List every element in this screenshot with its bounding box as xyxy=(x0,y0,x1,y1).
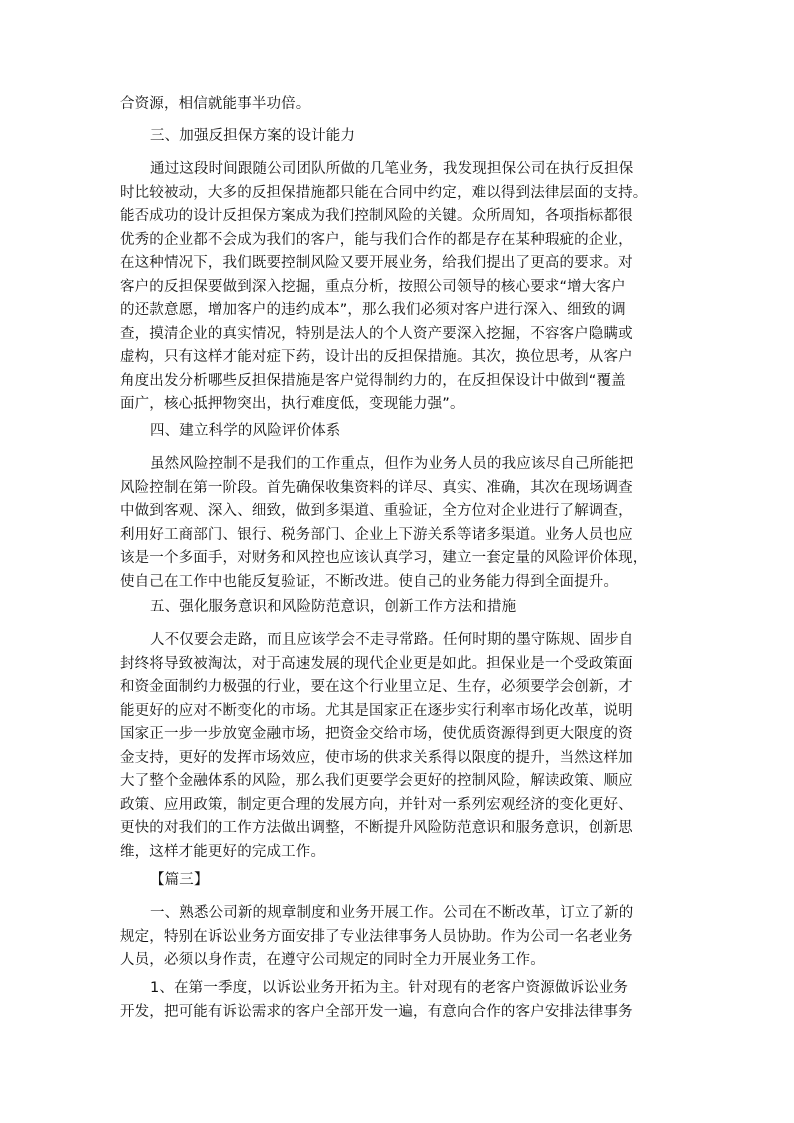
paragraph-counter-guarantee xyxy=(120,158,680,417)
heading-text: 三、加强反担保方案的设计能力 xyxy=(150,128,356,144)
text-line: 人不仅要会走路，而且应该学会不走寻常路。任何时期的墨守陈规、固步自 xyxy=(150,632,634,648)
text-line: 更快的对我们的工作方法做出调整，不断提升风险防范意识和服务意识，创新思 xyxy=(120,820,633,836)
text-line: 规定，特别在诉讼业务方面安排了专业法律事务人员协助。作为公司一名老业务 xyxy=(120,928,633,945)
text-line: 国家正一步一步放宽金融市场，把资金交给市场，使优质资源得到更大限度的资 xyxy=(120,726,633,742)
text-line: 虽然风险控制不是我们的工作重点，但作为业务人员的我应该尽自己所能把 xyxy=(150,456,634,472)
text-line: 政策、应用政策，制定更合理的发展方向，并针对一系列宏观经济的变化更好、 xyxy=(120,796,633,813)
section-heading-5 xyxy=(120,596,680,620)
text-line: 能否成功的设计反担保方案成为我们控制风险的关键。众所周知，各项指标都很 xyxy=(120,208,633,224)
text-line: 维，这样才能更好的完成工作。 xyxy=(120,843,326,860)
text-line: 能更好的应对不断变化的市场。尤其是国家正在逐步实行利率市场化改革，说明 xyxy=(120,702,633,719)
text-line: 利用好工商部门、银行、税务部门、企业上下游关系等诸多渠道。业务人员也应 xyxy=(120,526,633,543)
paragraph-first-quarter xyxy=(120,977,680,1024)
text-line: 优秀的企业都不会成为我们的客户，能与我们合作的都是存在某种瑕疵的企业， xyxy=(120,231,633,248)
heading-text: 五、强化服务意识和风险防范意识，创新工作方法和措施 xyxy=(150,599,517,615)
section-marker xyxy=(120,869,680,893)
text-line: 开发，把可能有诉讼需求的客户全部开发一遍，有意向合作的客户安排法律事务 xyxy=(120,1003,633,1020)
text-line: 在这种情况下，我们既要控制风险又要开展业务，给我们提出了更高的要求。对 xyxy=(120,255,633,271)
text-line: 大了整个金融体系的风险，那么我们更要学会更好的控制风险，解读政策、顺应 xyxy=(120,773,633,789)
text-line: 人员，必须以身作责，在遵守公司规定的同时全力开展业务工作。 xyxy=(120,952,545,968)
paragraph-risk-evaluation xyxy=(120,453,680,594)
paragraph-continuation xyxy=(120,93,680,117)
text-line: 时比较被动，大多的反担保措施都只能在合同中约定，难以得到法律层面的支持。 xyxy=(120,184,648,201)
text-line: 合资源，相信就能事半功倍。 xyxy=(120,96,311,112)
section-heading-3 xyxy=(120,125,680,149)
text-line: 金支持，更好的发挥市场效应，使市场的供求关系得以限度的提升，当然这样加 xyxy=(120,749,633,766)
text-line: 的还款意愿，增加客户的违约成本”，那么我们必须对客户进行深入、细致的调 xyxy=(120,302,626,318)
paragraph-regulations xyxy=(120,902,680,973)
text-line: 封终将导致被淘汰，对于高速发展的现代企业更是如此。担保业是一个受政策面 xyxy=(120,655,633,672)
paragraph-service-awareness xyxy=(120,629,680,864)
text-line: 查，摸清企业的真实情况，特别是法人的个人资产要深入挖掘，不容客户隐瞒或 xyxy=(120,325,633,342)
text-line: 角度出发分析哪些反担保措施是客户觉得制约力的，在反担保设计中做到“覆盖 xyxy=(120,372,626,389)
section-marker-text: 【篇三】 xyxy=(150,872,209,888)
text-line: 该是一个多面手，对财务和风控也应该认真学习，建立一套定量的风险评价体现， xyxy=(120,550,648,566)
text-line: 客户的反担保要做到深入挖掘，重点分析，按照公司领导的核心要求“增大客户 xyxy=(120,278,626,295)
text-line: 使自己在工作中也能反复验证，不断改进。使自己的业务能力得到全面提升。 xyxy=(120,573,619,590)
text-line: 中做到客观、深入、细致，做到多渠道、重验证，全方位对企业进行了解调查， xyxy=(120,503,633,519)
text-line: 通过这段时间跟随公司团队所做的几笔业务，我发现担保公司在执行反担保 xyxy=(150,161,634,177)
text-line: 面广，核心抵押物突出，执行难度低，变现能力强”。 xyxy=(120,396,465,412)
section-heading-4 xyxy=(120,420,680,444)
text-line: 和资金面制约力极强的行业，要在这个行业里立足、生存，必须要学会创新，才 xyxy=(120,679,633,695)
text-line: 1、在第一季度，以诉讼业务开拓为主。针对现有的老客户资源做诉讼业务 xyxy=(150,980,629,996)
text-line: 虚构，只有这样才能对症下药，设计出的反担保措施。其次，换位思考，从客户 xyxy=(120,349,633,365)
text-line: 风险控制在第一阶段。首先确保收集资料的详尽、真实、准确，其次在现场调查 xyxy=(120,479,633,496)
text-line: 一、熟悉公司新的规章制度和业务开展工作。公司在不断改革，订立了新的 xyxy=(150,905,634,921)
heading-text: 四、建立科学的风险评价体系 xyxy=(150,423,341,439)
